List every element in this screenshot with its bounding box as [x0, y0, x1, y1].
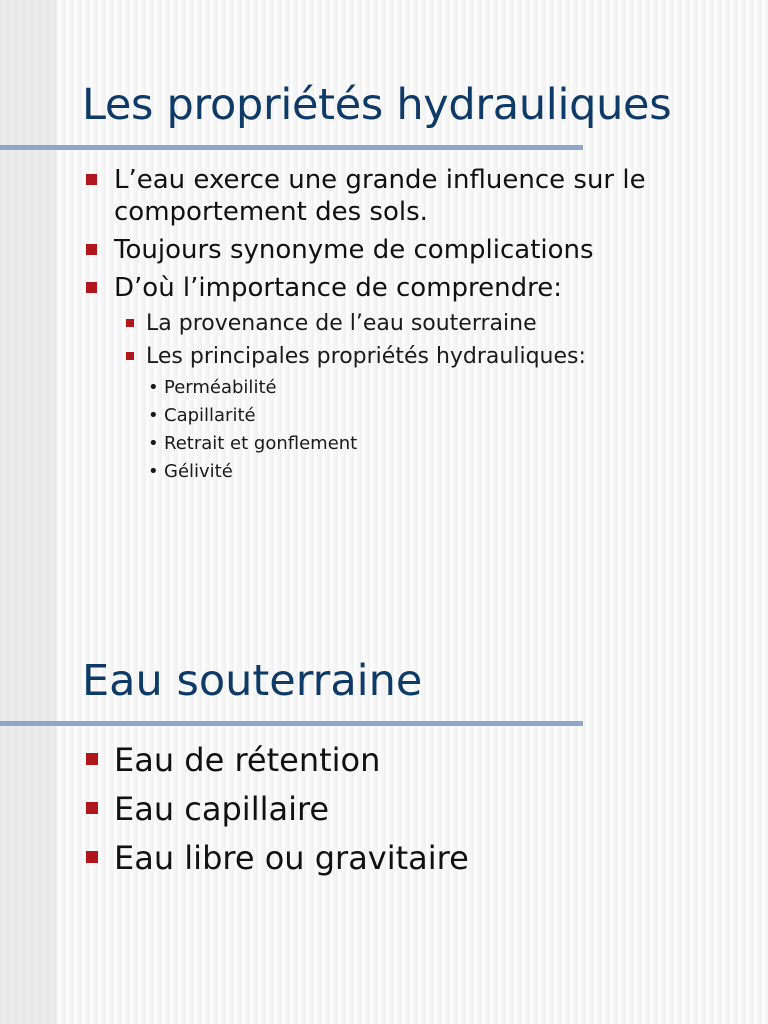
slide-title: Eau souterraine: [82, 656, 423, 706]
square-bullet-icon: [86, 174, 97, 185]
bullet-item: [86, 789, 706, 829]
square-bullet-icon: [86, 282, 97, 293]
sub-sub-bullet-text: Capillarité: [164, 405, 256, 426]
sub-sub-bullet-text: Gélivité: [164, 461, 233, 482]
bullet-text: Eau capillaire: [114, 790, 330, 828]
dot-bullet-icon: •: [148, 405, 159, 426]
slide-title: Les propriétés hydrauliques: [82, 80, 672, 130]
bullet-text: Toujours synonyme de complications: [114, 235, 594, 265]
square-bullet-icon: [86, 802, 98, 814]
sub-bullet-text: La provenance de l’eau souterraine: [146, 311, 537, 336]
bullet-list: [86, 740, 706, 887]
title-underline: [0, 721, 583, 726]
sub-bullet-list: [114, 310, 736, 486]
sub-sub-bullet-item: [146, 402, 736, 430]
dot-bullet-icon: •: [148, 433, 159, 454]
bullet-text: L’eau exerce une grande influence sur le comportement des sols.: [114, 165, 646, 227]
bullet-list: [86, 164, 736, 492]
bullet-item: [86, 234, 736, 266]
sub-sub-bullet-text: Perméabilité: [164, 377, 277, 398]
sub-sub-bullet-item: [146, 458, 736, 486]
bullet-item: [86, 272, 736, 486]
sub-sub-bullet-text: Retrait et gonflement: [164, 433, 358, 454]
dot-bullet-icon: •: [148, 461, 159, 482]
sub-bullet-text: Les principales propriétés hydrauliques:: [146, 344, 586, 369]
bullet-item: [86, 838, 706, 878]
dot-bullet-icon: •: [148, 377, 159, 398]
square-bullet-icon: [86, 851, 98, 863]
square-bullet-icon: [86, 244, 97, 255]
sub-sub-bullet-list: [146, 374, 736, 486]
sub-sub-bullet-item: [146, 430, 736, 458]
bullet-item: [86, 740, 706, 780]
square-bullet-icon: [86, 753, 98, 765]
bullet-text: Eau de rétention: [114, 741, 381, 779]
sub-bullet-item: [114, 310, 736, 338]
title-underline: [0, 145, 583, 150]
bullet-item: [86, 164, 736, 228]
sub-bullet-item: [114, 343, 736, 486]
bullet-text: Eau libre ou gravitaire: [114, 839, 469, 877]
small-square-bullet-icon: [126, 352, 134, 360]
sub-sub-bullet-item: [146, 374, 736, 402]
bullet-text: D’où l’importance de comprendre:: [114, 273, 563, 303]
small-square-bullet-icon: [126, 319, 134, 327]
slide-2: [0, 576, 768, 1024]
